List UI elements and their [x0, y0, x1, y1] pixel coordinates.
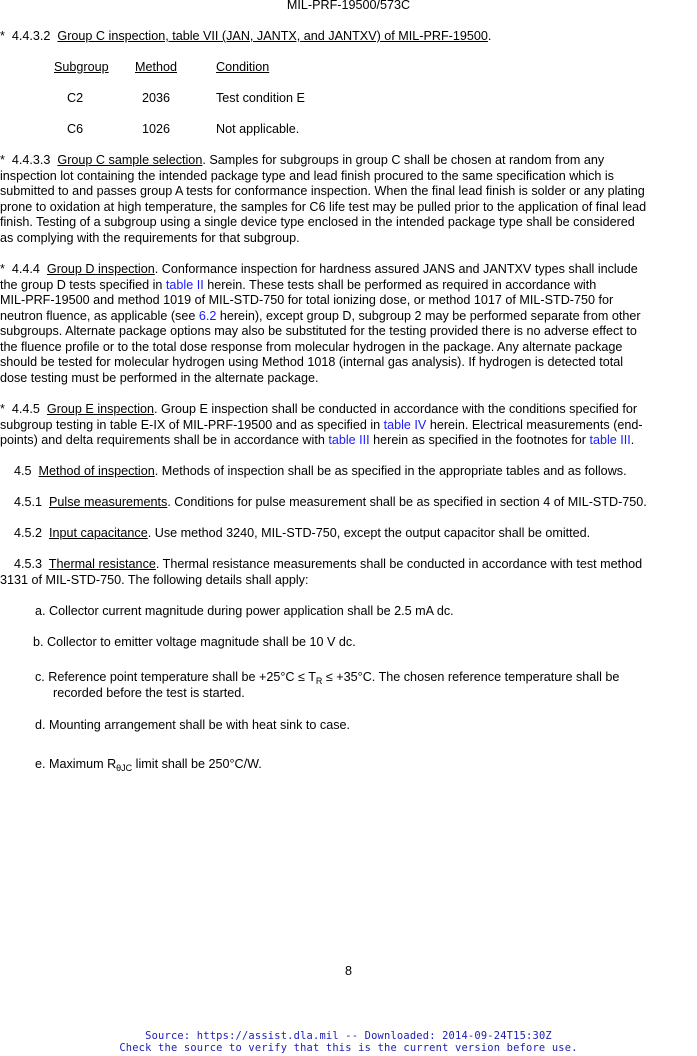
- list-item-b: b. Collector to emitter voltage magnitude shall be 10 V dc.: [33, 635, 356, 649]
- paragraph-text: points) and delta requirements shall be in accordance with: [0, 433, 329, 447]
- paragraph-text: submitted to and passes group A tests for conformance inspection. When the final lead finish is solder or any plating: [0, 184, 645, 198]
- section-heading: Group C sample selection: [57, 153, 203, 167]
- section-number: 4.5.2: [14, 526, 50, 540]
- table-cell: 1026: [142, 122, 171, 136]
- section-4-4-3-3: [0, 153, 697, 246]
- paragraph-text: . Conditions for pulse measurement shall be as specified in section 4 of MIL-STD-750.: [167, 495, 647, 509]
- section-number: * 4.4.3.2: [0, 29, 58, 43]
- table-ii-link[interactable]: table II: [165, 277, 204, 292]
- paragraph-text: subgroups. Alternate package options may also be substituted for the testing provided there is no adverse effect to: [0, 324, 637, 338]
- page-number: 8: [344, 964, 352, 978]
- list-item-a: a. Collector current magnitude during power application shall be 2.5 mA dc.: [35, 604, 454, 618]
- list-item-text: e. Maximum R: [35, 757, 117, 771]
- subscript: R: [315, 676, 323, 686]
- paragraph-text: . Methods of inspection shall be as specified in the appropriate tables and as follows.: [154, 464, 627, 478]
- section-heading: Method of inspection: [38, 464, 155, 478]
- document-header: MIL-PRF-19500/573C: [286, 0, 411, 12]
- section-heading: Thermal resistance: [48, 557, 156, 571]
- paragraph-text: 3131 of MIL-STD-750. The following details shall apply:: [0, 572, 309, 587]
- table-iii-link[interactable]: table III: [328, 433, 370, 447]
- section-4-5-3: [0, 557, 697, 588]
- paragraph-text: MIL-PRF-19500 and method 1019 of MIL-STD-750 for total ionizing dose, or method 1017 of MIL-STD-750 for: [0, 293, 614, 307]
- table-header-method: Method: [135, 60, 178, 74]
- table-cell: Not applicable.: [216, 122, 300, 136]
- paragraph-text: . Group E inspection shall be conducted in accordance with the conditions specified for: [154, 402, 638, 416]
- section-6-2-link[interactable]: 6.2: [198, 308, 217, 323]
- paragraph-text: . Samples for subgroups in group C shall be chosen at random from any: [202, 153, 605, 167]
- paragraph-text: herein), except group D, subgroup 2 may be performed separate from other: [216, 308, 641, 323]
- section-heading: Group C inspection, table VII (JAN, JANTX, and JANTXV) of MIL-PRF-19500: [57, 29, 488, 43]
- section-number: * 4.4.4: [0, 262, 47, 276]
- section-4-5: [14, 464, 627, 480]
- paragraph-text: . Thermal resistance measurements shall be conducted in accordance with test method: [155, 557, 643, 571]
- paragraph-text: herein. Electrical measurements (end-: [426, 417, 643, 432]
- section-heading: Input capacitance: [49, 526, 148, 540]
- paragraph-text: .: [630, 433, 635, 447]
- list-item-c: [35, 670, 619, 686]
- section-number: * 4.4.3.3: [0, 153, 58, 167]
- section-punct: .: [487, 29, 492, 43]
- table-cell: C6: [67, 122, 84, 136]
- table-cell: 2036: [142, 91, 171, 105]
- table-cell: C2: [67, 91, 84, 105]
- paragraph-text: herein as specified in the footnotes for: [369, 433, 590, 447]
- section-heading: Group E inspection: [46, 402, 155, 416]
- paragraph-text: the fluence profile or to the total dose response from molecular hydrogen in the package. Any alternate package: [0, 339, 623, 354]
- section-4-4-4: [0, 262, 697, 386]
- paragraph-text: as complying with the requirements for that subgroup.: [0, 230, 300, 245]
- table-header-condition: Condition: [216, 60, 270, 74]
- paragraph-text: the group D tests specified in: [0, 277, 166, 292]
- list-item-text: ≤ +35°C. The chosen reference temperature shall be: [322, 670, 620, 684]
- table-iv-link[interactable]: table IV: [383, 417, 427, 432]
- paragraph-text: neutron fluence, as applicable (see: [0, 308, 199, 323]
- list-item-c-continuation: recorded before the test is started.: [53, 686, 245, 700]
- paragraph-text: finish. Testing of a subgroup using a single device type enclosed in the intended package type shall be considered: [0, 215, 635, 229]
- paragraph-text: dose testing must be performed in the alternate package.: [0, 370, 319, 385]
- source-footer: [0, 1030, 697, 1054]
- table-header-subgroup: Subgroup: [54, 60, 109, 74]
- footer-check-line: Check the source to verify that this is the current version before use.: [119, 1042, 578, 1054]
- paragraph-text: . Use method 3240, MIL-STD-750, except the output capacitor shall be omitted.: [147, 526, 591, 540]
- section-4-4-5: [0, 402, 697, 449]
- footer-source-line: Source: https://assist.dla.mil -- Downloaded: 2014-09-24T15:30Z: [145, 1030, 552, 1042]
- paragraph-text: should be tested for molecular hydrogen using Method 1018 (internal gas analysis). If hydrogen is detected total: [0, 355, 624, 369]
- paragraph-text: inspection lot containing the intended package type and lead finish procured to the same specification which is: [0, 168, 614, 183]
- section-number: * 4.4.5: [0, 402, 47, 416]
- section-number: 4.5.1: [14, 495, 50, 509]
- list-item-text: c. Reference point temperature shall be +25°C ≤ T: [35, 670, 316, 684]
- list-item-e: [35, 757, 262, 773]
- paragraph-text: prone to oxidation at high temperature, the samples for C6 life test may be pulled prior to the application of final lead: [0, 199, 647, 214]
- table-iii-link[interactable]: table III: [589, 433, 631, 447]
- list-item-text: limit shall be 250°C/W.: [132, 757, 262, 771]
- subscript: θJC: [116, 763, 133, 773]
- paragraph-text: . Conformance inspection for hardness assured JANS and JANTXV types shall include: [154, 262, 638, 276]
- section-heading: Pulse measurements: [49, 495, 168, 509]
- list-item-d: d. Mounting arrangement shall be with heat sink to case.: [35, 718, 351, 732]
- section-4-4-3-2: [0, 29, 491, 45]
- section-4-5-2: [14, 526, 590, 542]
- section-number: 4.5.3: [14, 557, 49, 571]
- paragraph-text: subgroup testing in table E-IX of MIL-PRF-19500 and as specified in: [0, 417, 384, 432]
- table-cell: Test condition E: [216, 91, 305, 105]
- section-number: 4.5: [14, 464, 39, 478]
- paragraph-text: herein. These tests shall be performed as required in accordance with: [203, 277, 597, 292]
- section-heading: Group D inspection: [46, 262, 155, 276]
- section-4-5-1: [14, 495, 647, 511]
